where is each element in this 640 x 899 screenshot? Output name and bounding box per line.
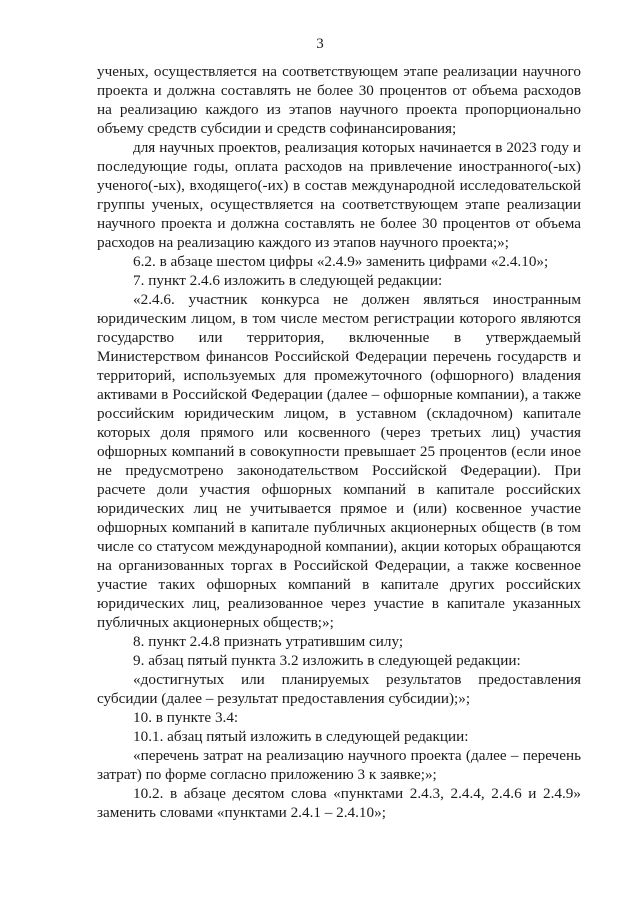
paragraph-item-6-2: 6.2. в абзаце шестом цифры «2.4.9» заменить цифрами «2.4.10»; [133, 253, 549, 270]
paragraph-item-10-1: 10.1. абзац пятый изложить в следующей редакции: [133, 728, 469, 745]
paragraph-item-10-2: 10.2. в абзаце десятом слова «пунктами 2.4.3, 2.4.4, 2.4.6 и 2.4.9» заменить словами «пунктами 2.4.1 – 2.4.10»; [97, 785, 581, 821]
document-body [97, 62, 581, 822]
paragraph-item-10: 10. в пункте 3.4: [133, 709, 239, 726]
paragraph-clause-2-4-6: «2.4.6. участник конкурса не должен являться иностранным юридическим лицом, в том числе местом регистрации которого являются государство или территория, включенные в утверждаемый Министерством финансов Российской Федерации перечень государств и территорий, используемых для промежуточного (офшорного) владения активами в Российской Федерации (далее – офшорные компании), а также российским юридическим лицом, в уставном (складочном) капитале которых доля прямого или косвенного (через третьих лиц) участия офшорных компаний в совокупности превышает 25 процентов (если иное не предусмотрено законодательством Российской Федерации). При расчете доли участия офшорных компаний в капитале российских юридических лиц не учитывается прямое и (или) косвенное участие офшорных компаний в капитале публичных акционерных обществ (в том числе со статусом международной компании), акции которых обращаются на организованных торгах в Российской Федерации, а также косвенное участие таких офшорных компаний в капитале других российских юридических лиц, реализованное через участие в капитале указанных публичных акционерных обществ;»; [97, 291, 581, 631]
paragraph-subsidy-results: «достигнутых или планируемых результатов предоставления субсидии (далее – результат предоставления субсидии);»; [97, 671, 581, 707]
paragraph-item-8: 8. пункт 2.4.8 признать утратившим силу; [133, 633, 404, 650]
paragraph-continuation: ученых, осуществляется на соответствующем этапе реализации научного проекта и должна составлять не более 30 процентов от объема расходов на реализацию каждого из этапов научного проекта пропорционально объему средств субсидии и средств софинансирования; [97, 63, 581, 137]
paragraph-item-7: 7. пункт 2.4.6 изложить в следующей редакции: [133, 272, 443, 289]
paragraph-cost-list: «перечень затрат на реализацию научного проекта (далее – перечень затрат) по форме согласно приложению 3 к заявке;»; [97, 747, 581, 783]
paragraph-item-9: 9. абзац пятый пункта 3.2 изложить в следующей редакции: [133, 652, 521, 669]
page-number: 3 [316, 36, 324, 52]
paragraph-scientific-projects-2023: для научных проектов, реализация которых начинается в 2023 году и последующие годы, оплата расходов на привлечение иностранного(-ых) ученого(-ых), входящего(-их) в состав международной исследовательской группы ученых, осуществляется на соответствующем этапе реализации научного проекта и должна составлять не более 30 процентов от объема расходов на реализацию каждого из этапов научного проекта;»; [97, 139, 581, 251]
